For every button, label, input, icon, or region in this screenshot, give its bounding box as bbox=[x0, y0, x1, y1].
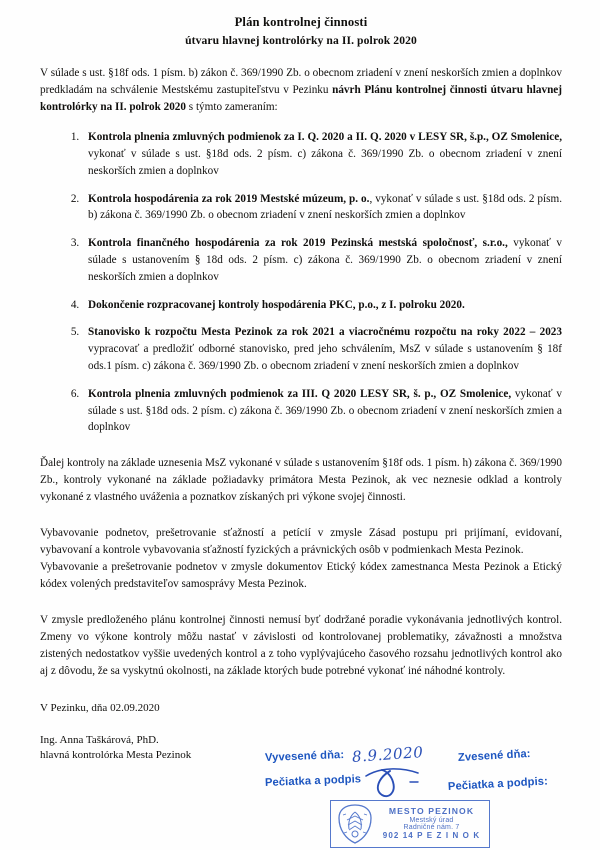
handwritten-signature bbox=[360, 762, 430, 804]
list-item-rest-text: vykonať v súlade s ust. §18d ods. 2 písm. c) zákona č. 369/1990 Zb. o obecnom zriadení v znení neskorších zmien a doplnkov bbox=[88, 147, 562, 177]
paragraph-complaints-handling: Vybavovanie podnetov, prešetrovanie sťažností a petícií v zmysle Zásad postupu pri prijímaní, evidovaní, vybavovaní a kontrole vybavovania sťažností fyzických a právnických osôb v podmienkach Mesta Pezinok. bbox=[40, 527, 562, 557]
removed-date-label: Zvesené dňa: bbox=[457, 747, 531, 764]
list-item bbox=[82, 297, 562, 314]
stamp-text-block bbox=[377, 807, 489, 841]
intro-text-bold: návrh Plánu kontrolnej činnosti útvaru hlavnej kontrolórky na II. polrok 2020 bbox=[40, 84, 562, 114]
stamp-line-address: Radničné nám. 7 bbox=[403, 824, 460, 832]
official-stamp bbox=[330, 800, 490, 848]
footer-place-date: V Pezinku, dňa 02.09.2020 bbox=[40, 702, 160, 715]
stamp-line-postcode: 902 14 P E Z I N O K bbox=[382, 831, 481, 841]
posted-date-label: Vyvesené dňa: bbox=[264, 748, 345, 764]
intro-paragraph bbox=[40, 65, 562, 116]
list-item-bold-text: Kontrola plnenia zmluvných podmienok za I. Q. 2020 a II. Q. 2020 v LESY SR, š.p., OZ Smolenice, bbox=[88, 131, 562, 144]
stamp-line-office: Mestský úrad bbox=[409, 816, 454, 824]
list-item-bold-text: Kontrola plnenia zmluvných podmienok za III. Q 2020 LESY SR, š. p., OZ Smolenice, bbox=[88, 387, 512, 400]
list-item-rest-text: , vykonať v súlade s ust. §18d ods. 2 písm. b) zákona č. 369/1990 Zb. o obecnom zriadení v znení neskorších zmien a doplnkov bbox=[88, 192, 562, 222]
page-title: Plán kontrolnej činnosti bbox=[234, 15, 368, 29]
control-plan-list bbox=[40, 129, 562, 436]
posted-stamp-signature-label: Pečiatka a podpis bbox=[264, 773, 362, 789]
list-item bbox=[82, 324, 562, 374]
posted-date-handwritten-value: 8.9.2020 bbox=[351, 743, 425, 766]
signer-role: hlavná kontrolórka Mesta Pezinok bbox=[40, 749, 192, 762]
intro-text-part-2: s týmto zameraním: bbox=[186, 101, 278, 114]
page-subtitle: útvaru hlavnej kontrolórky na II. polrok 2020 bbox=[185, 33, 417, 47]
coat-of-arms-icon bbox=[333, 802, 377, 846]
list-item-rest-text: vypracovať a predložiť odborné stanovisko, pred jeho schválením, MsZ v súlade s ustanovením § 18f ods.1 písm. c) zákona č. 369/1990 Zb. o obecnom zriadení v znení neskorších zmien a doplnkov bbox=[88, 343, 562, 372]
list-item-bold-text: Kontrola finančného hospodárenia za rok 2019 Pezinská mestská spoločnosť, s.r.o., bbox=[88, 237, 508, 250]
signer-name: Ing. Anna Taškárová, PhD. bbox=[40, 733, 159, 746]
list-item bbox=[82, 129, 562, 179]
paragraph-order-of-controls: V zmysle predloženého plánu kontrolnej činnosti nemusí byť dodržané poradie vykonávania jednotlivých kontrol. Zmeny vo výkone kontroly môžu nastať v závislosti od kontrolovanej problematiky, závažnosti a množstva zistených nedostatkov vyššie uvedených kontrol a z toho vyplývajúceho časového rozsahu jednotlivých kontrol ako aj z dôvodu, že sa vyskytnú okolnosti, na základe ktorých bude potrebné vykonať iné náhodné kontroly. bbox=[40, 614, 562, 678]
list-item bbox=[82, 235, 562, 285]
paragraph-further-controls: Ďalej kontroly na základe uznesenia MsZ vykonané v súlade s ustanovením §18f ods. 1 písm. h) zákona č. 369/1990 Zb., kontroly vykonané na základe požiadavky primátora Mesta Pezinok, ak vec neznesie odklad a kontroly vykonané z vlastného uváženia a poznatkov získaných pri výkone svojej činnosti. bbox=[40, 457, 562, 504]
stamp-line-city: MESTO PEZINOK bbox=[388, 805, 475, 816]
paragraph-ethics-code: Vybavovanie a prešetrovanie podnetov v zmysle dokumentov Etický kódex zamestnanca Mesta Pezinok a Etický kódex volených predstaviteľov samosprávy Mesta Pezinok. bbox=[40, 561, 562, 591]
list-item-bold-text: Dokončenie rozpracovanej kontroly hospodárenia PKC, p.o., z I. polroku 2020. bbox=[88, 298, 465, 311]
list-item bbox=[82, 386, 562, 436]
list-item-bold-text: Kontrola hospodárenia za rok 2019 Mestské múzeum, p. o. bbox=[88, 192, 370, 205]
list-item-rest-text: vykonať v súlade s ust. §18d ods. 2 písm. c) zákona č. 369/1990 Zb. o obecnom zriadení v znení neskorších zmien a doplnkov bbox=[88, 387, 562, 434]
list-item-rest-text: vykonať v súlade s ustanovením § 18d ods. 2 písm. c) zákona č. 369/1990 Zb. o obecnom zriadení v znení neskorších zmien a doplnkov bbox=[88, 237, 562, 283]
list-item-bold-text: Stanovisko k rozpočtu Mesta Pezinok za rok 2021 a viacročnému rozpočtu na roky 2022 – 2023 bbox=[88, 326, 562, 339]
list-item bbox=[82, 191, 562, 225]
removed-stamp-signature-label: Pečiatka a podpis: bbox=[447, 775, 549, 793]
intro-text-part-1: V súlade s ust. §18f ods. 1 písm. b) zákon č. 369/1990 Zb. o obecnom zriadení v znení neskorších zmien a doplnkov predkladám na schválenie Mestskému zastupiteľstvu v Pezinku bbox=[40, 67, 562, 97]
